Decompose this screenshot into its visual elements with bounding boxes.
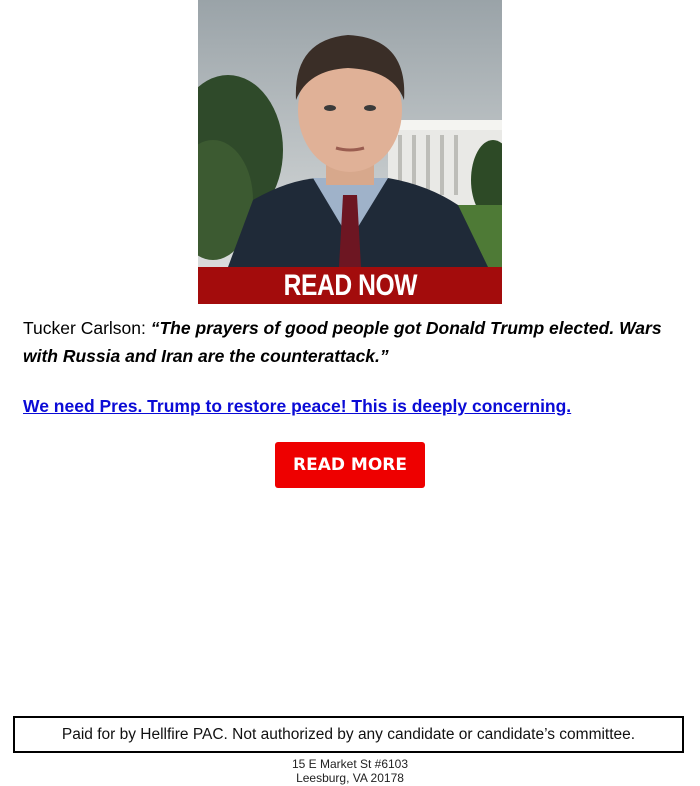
address-street: 15 E Market St #6103 (291, 757, 409, 771)
quote-speaker: Tucker Carlson: (23, 318, 146, 338)
mailing-address (0, 757, 700, 785)
paid-for-disclaimer (13, 716, 684, 753)
portrait-photo-icon (198, 0, 502, 267)
restore-peace-link[interactable]: We need Pres. Trump to restore peace! This is deeply concerning. (23, 396, 572, 416)
disclaimer-text: Paid for by Hellfire PAC. Not authorized by any candidate or candidate’s committee. (61, 725, 636, 743)
read-more-button[interactable]: READ MORE (275, 442, 425, 488)
quote-text: “The prayers of good people got Donald Trump elected. Wars with Russia and Iran are the counterattack.” (23, 318, 662, 366)
read-now-label: READ NOW (283, 268, 417, 302)
read-now-banner[interactable] (198, 267, 502, 304)
address-city: Leesburg, VA 20178 (296, 771, 404, 785)
hero-image-link[interactable] (198, 0, 502, 304)
quote-paragraph (23, 314, 683, 370)
